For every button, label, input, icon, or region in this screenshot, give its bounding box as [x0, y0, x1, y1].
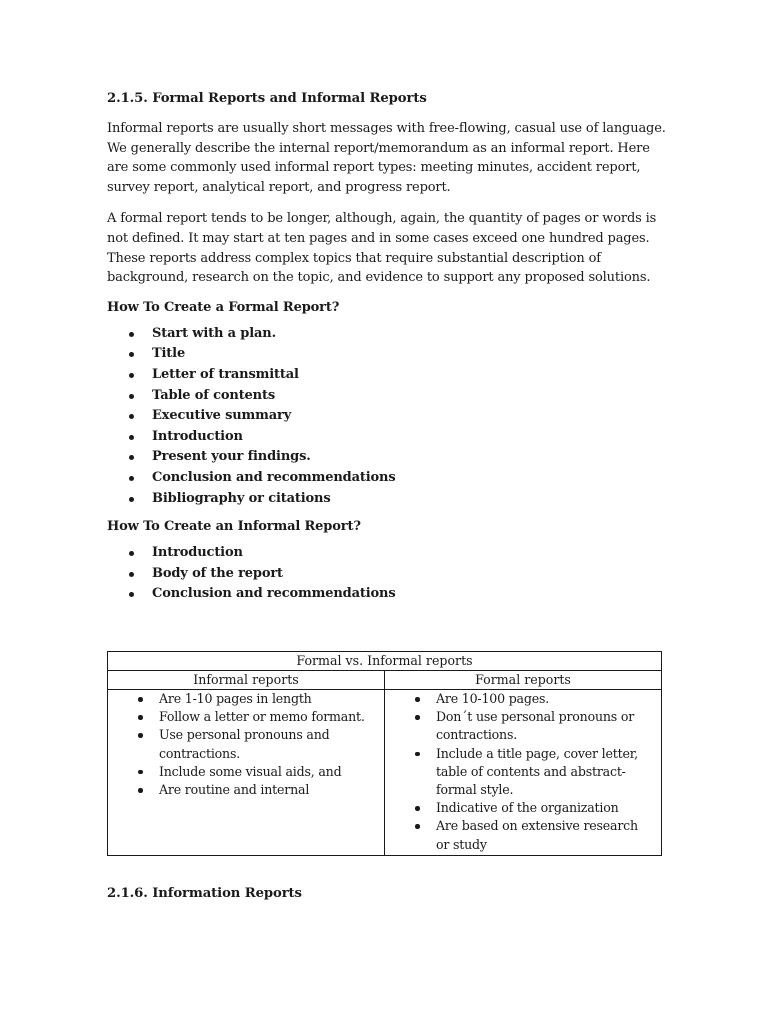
list-item: Include a title page, cover letter, table of contents and abstract-formal style.: [385, 745, 653, 800]
bullet-icon: [415, 752, 420, 757]
bullet-icon: [129, 414, 134, 419]
list-item: Are based on extensive research or study: [385, 817, 653, 853]
table-header-row: [108, 671, 662, 690]
bullet-icon: [129, 455, 134, 460]
bullet-icon: [138, 733, 143, 738]
list-item: Use personal pronouns and contractions.: [108, 726, 376, 762]
bullet-icon: [138, 770, 143, 775]
column-header-informal: Informal reports: [108, 671, 385, 690]
bullet-icon: [129, 497, 134, 502]
formal-report-heading: How To Create a Formal Report?: [107, 299, 340, 315]
bullet-icon: [129, 373, 134, 378]
formal-steps-list: [107, 324, 667, 509]
informal-items-list: [108, 690, 376, 799]
table-row: [108, 690, 662, 856]
comparison-table: [107, 651, 662, 856]
list-item: Executive summary: [107, 406, 667, 427]
bullet-icon: [415, 824, 420, 829]
list-item: Conclusion and recommendations: [107, 468, 667, 489]
list-item: Title: [107, 344, 667, 365]
bullet-icon: [138, 715, 143, 720]
table-title: Formal vs. Informal reports: [108, 652, 662, 671]
informal-report-heading: How To Create an Informal Report?: [107, 519, 361, 535]
formal-cell: [385, 690, 662, 856]
bullet-icon: [129, 435, 134, 440]
bullet-icon: [138, 788, 143, 793]
list-item: Don´t use personal pronouns or contractions.: [385, 708, 653, 744]
formal-items-list: [385, 690, 653, 854]
list-item: Introduction: [107, 543, 667, 564]
list-item: Body of the report: [107, 564, 667, 585]
bullet-icon: [129, 476, 134, 481]
list-item: Present your findings.: [107, 447, 667, 468]
bullet-icon: [415, 806, 420, 811]
bullet-icon: [129, 332, 134, 337]
list-item: Follow a letter or memo formant.: [108, 708, 376, 726]
paragraph-formal-intro: A formal report tends to be longer, although, again, the quantity of pages or words is not defined. It may start at ten pages and in some cases exceed one hundred pages. These reports address complex topics that require substantial description of background, research on the topic, and evidence to support any proposed solutions.: [107, 211, 657, 286]
list-item: Are 1-10 pages in length: [108, 690, 376, 708]
list-item: Start with a plan.: [107, 324, 667, 345]
bullet-icon: [415, 715, 420, 720]
bullet-icon: [129, 352, 134, 357]
document-body: [107, 91, 667, 615]
list-item: Conclusion and recommendations: [107, 584, 667, 605]
bullet-icon: [129, 572, 134, 577]
list-item: Indicative of the organization: [385, 799, 653, 817]
list-item: Bibliography or citations: [107, 489, 667, 510]
informal-steps-list: [107, 543, 667, 605]
table-title-row: [108, 652, 662, 671]
column-header-formal: Formal reports: [385, 671, 662, 690]
list-item: Include some visual aids, and: [108, 763, 376, 781]
bullet-icon: [129, 394, 134, 399]
list-item: Table of contents: [107, 386, 667, 407]
section-heading: 2.1.5. Formal Reports and Informal Reports: [107, 91, 427, 106]
bullet-icon: [138, 697, 143, 702]
list-item: Letter of transmittal: [107, 365, 667, 386]
list-item: Introduction: [107, 427, 667, 448]
bullet-icon: [415, 697, 420, 702]
bullet-icon: [129, 592, 134, 597]
next-section-heading: 2.1.6. Information Reports: [107, 886, 302, 901]
paragraph-informal-intro: Informal reports are usually short messages with free-flowing, casual use of language. We generally describe the internal report/memorandum as an informal report. Here are some commonly used informal report types: meeting minutes, accident report, survey report, analytical report, and progress report.: [107, 121, 666, 195]
list-item: Are 10-100 pages.: [385, 690, 653, 708]
informal-cell: [108, 690, 385, 856]
bullet-icon: [129, 551, 134, 556]
list-item: Are routine and internal: [108, 781, 376, 799]
